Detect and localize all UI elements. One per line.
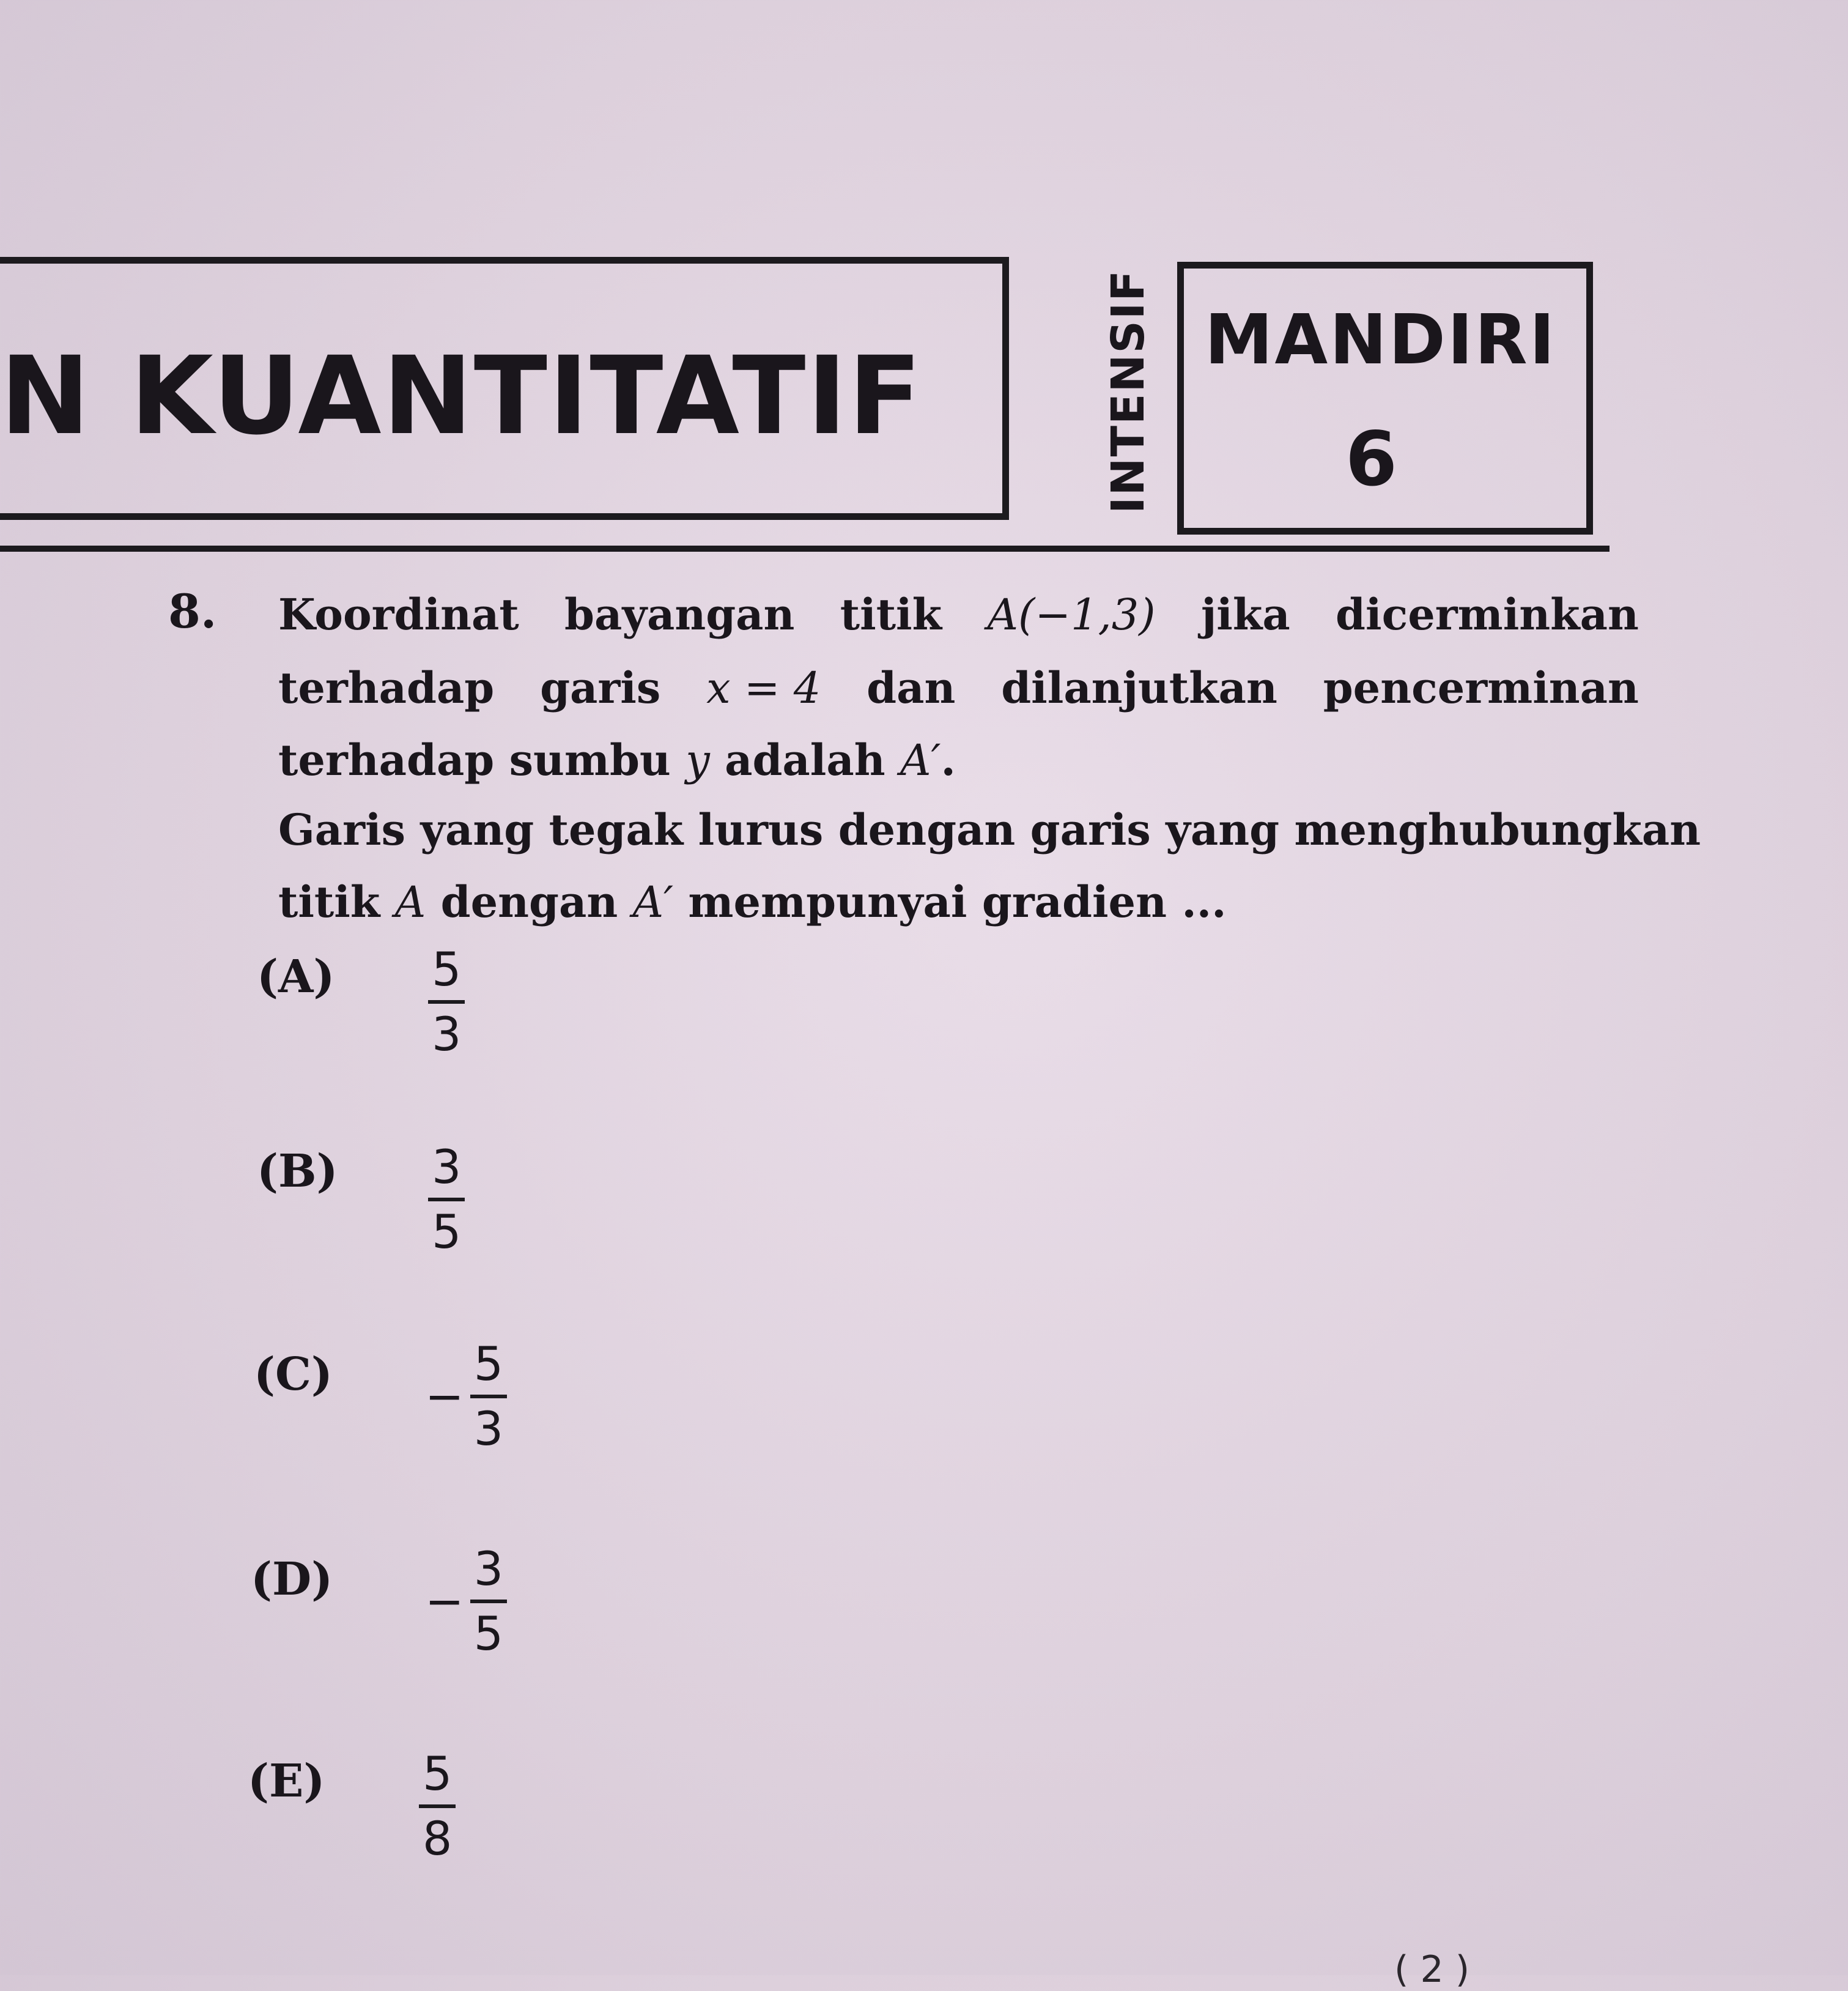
option-b-label[interactable]: (B) xyxy=(257,1145,338,1198)
question-line-4: Garis yang tegak lurus dengan garis yang menghubungkan xyxy=(278,804,1701,855)
minus-sign: − xyxy=(425,1369,464,1424)
denominator: 3 xyxy=(470,1395,507,1453)
option-c-value[interactable] xyxy=(425,1337,507,1456)
text: adalah xyxy=(709,735,900,785)
option-a-value[interactable] xyxy=(422,942,465,1061)
axis-var: y xyxy=(686,735,710,785)
denominator: 5 xyxy=(428,1198,465,1256)
option-a-label[interactable]: (A) xyxy=(257,951,335,1003)
option-e-value[interactable] xyxy=(413,1746,456,1866)
numerator: 3 xyxy=(432,1140,462,1194)
numerator: 5 xyxy=(473,1337,504,1391)
word: garis xyxy=(540,662,661,713)
header-divider xyxy=(0,546,1610,552)
fraction xyxy=(470,1541,507,1661)
question-line-1 xyxy=(278,589,1639,640)
option-c-label[interactable]: (C) xyxy=(254,1348,333,1401)
line-equation: x = 4 xyxy=(706,663,821,713)
fraction xyxy=(470,1337,507,1456)
text: mempunyai gradien ... xyxy=(673,877,1227,927)
point-a: A(−1,3) xyxy=(987,590,1156,640)
point-a-prime: A′ xyxy=(632,877,674,927)
fraction xyxy=(428,1140,465,1259)
word: Koordinat xyxy=(278,589,519,640)
question-line-3 xyxy=(278,735,956,785)
numerator: 3 xyxy=(473,1541,504,1596)
point-a-prime: A′ xyxy=(900,735,941,785)
word: pencerminan xyxy=(1323,662,1639,713)
option-d-label[interactable]: (D) xyxy=(251,1553,333,1606)
text: . xyxy=(941,735,956,785)
word: terhadap xyxy=(278,662,495,713)
page-number: ( 2 ) xyxy=(1394,1948,1470,1991)
side-label-container xyxy=(1101,269,1156,514)
numerator: 5 xyxy=(423,1746,453,1801)
word: bayangan xyxy=(564,589,795,640)
point-a: A xyxy=(394,877,426,927)
option-b-value[interactable] xyxy=(422,1140,465,1259)
text: dengan xyxy=(426,877,633,927)
option-d-value[interactable] xyxy=(425,1541,507,1661)
numerator: 5 xyxy=(432,942,462,996)
word: titik xyxy=(840,589,942,640)
option-e-label[interactable]: (E) xyxy=(248,1755,325,1807)
question-number: 8. xyxy=(168,584,217,639)
mode-number: 6 xyxy=(1345,416,1397,503)
word: dilanjutkan xyxy=(1001,662,1277,713)
denominator: 3 xyxy=(428,1000,465,1059)
mode-label: MANDIRI xyxy=(1205,300,1557,380)
question-line-5 xyxy=(278,877,1227,927)
text: titik xyxy=(278,877,395,927)
section-title: N KUANTITATIF xyxy=(0,333,923,459)
text: terhadap sumbu xyxy=(278,735,686,785)
minus-sign: − xyxy=(425,1574,464,1629)
question-line-2 xyxy=(278,662,1639,713)
word: dicerminkan xyxy=(1336,589,1639,640)
denominator: 5 xyxy=(470,1600,507,1658)
word: jika xyxy=(1200,589,1290,640)
side-label-intensif: INTENSIF xyxy=(1102,269,1155,514)
fraction xyxy=(428,942,465,1061)
word: dan xyxy=(867,662,956,713)
denominator: 8 xyxy=(419,1804,456,1863)
fraction xyxy=(419,1746,456,1866)
